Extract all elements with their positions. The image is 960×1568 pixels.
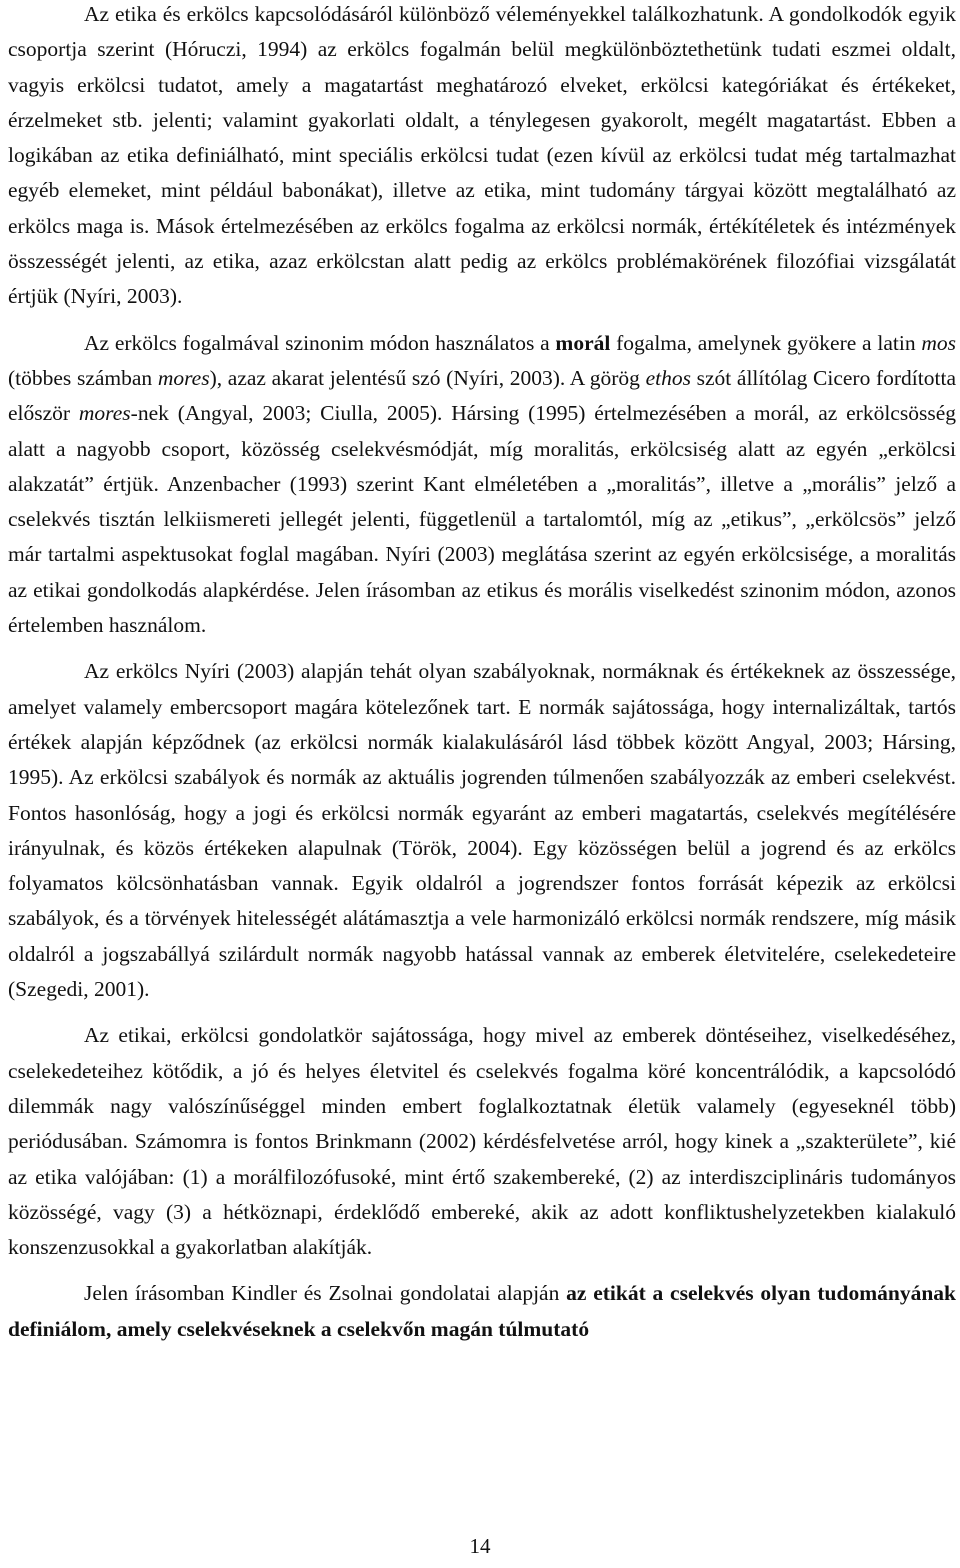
text-run-italic: mores <box>78 401 131 426</box>
paragraph-ethical-thinking <box>8 1018 956 1265</box>
text-run-bold: morál <box>555 330 611 355</box>
text-run-bold: az etikát a cselekvés olyan tudományának definiálom, amely cselekvéseknek a cselekvőn magán túlmutató <box>8 1281 956 1341</box>
page-number: 14 <box>469 1534 491 1558</box>
paragraph-moral-concept <box>8 326 956 644</box>
paragraph-definition <box>8 1276 956 1347</box>
text-run-normal: -nek (Angyal, 2003; Ciulla, 2005). Hársing (1995) értelmezésében a morál, az erkölcsösség alatt a nagyobb csoport, közösség cselekvésmódját, míg moralitás, erkölcsiség alatt az egyén „erkölcsi alakzatát” értjük. Anzenbacher (1993) szerint Kant elméletében a „moralitás”, illetve a „morális” jelző a cselekvés tisztán lelkiismereti jellegét jelenti, függetlenül a tartalomtól, míg az „etikus”, „erkölcsös” jelző már tartalmi aspektusokat foglal magában. Nyíri (2003) meglátása szerint az egyén erkölcsisége, a moralitás az etikai gondolkodás alapkérdése. Jelen írásomban az etikus és morális viselkedést szinonim módon, azonos értelemben használom. <box>8 401 956 638</box>
text-run-italic: ethos <box>645 365 691 390</box>
paragraph-moral-norms <box>8 654 956 1007</box>
text-run-normal: Az etika és erkölcs kapcsolódásáról különböző véleményekkel találkozhatunk. A gondolkodók egyik csoportja szerint (Hóruczi, 1994) az erkölcs fogalmán belül megkülönböztethetünk tudati eszmei oldalt, vagyis erkölcsi tudatot, amely a magatartást meghatározó elveket, erkölcsi kategóriákat és értékeket, érzelmeket stb. jelenti; valamint gyakorlati oldalt, a ténylegesen gyakorolt, megélt magatartást. Ebben a logikában az etika definiálható, mint speciális erkölcsi tudat (ezen kívül az erkölcsi tudat még tartalmazhat egyéb elemeket, mint például babonákat), illetve az etika, mint tudomány tárgyai között megtalálható az erkölcs maga is. Mások értelmezésében az erkölcs fogalma az erkölcsi normák, értékítéletek és intézmények összességét jelenti, az etika, azaz erkölcstan alatt pedig az erkölcs problémakörének filozófiai vizsgálatát értjük (Nyíri, 2003). <box>8 2 956 309</box>
text-run-italic: mores <box>157 365 210 390</box>
text-run-italic: mos <box>921 330 956 355</box>
paragraph-ethics-morality <box>8 0 956 315</box>
text-run-normal: Jelen írásomban Kindler és Zsolnai gondolatai alapján <box>84 1281 567 1306</box>
text-run-normal: ), azaz akarat jelentésű szó (Nyíri, 2003). A görög <box>209 365 646 390</box>
text-run-normal: Az etikai, erkölcsi gondolatkör sajátossága, hogy mivel az emberek döntéseihez, viselkedéséhez, cselekedeteihez kötődik, a jó és helyes életvitel és cselekvés fogalma köré koncentrálódik, a kapcsolódó dilemmák nagy valószínűséggel minden embert foglalkoztatnak életük valamely (egyeseknél több) periódusában. Számomra is fontos Brinkmann (2002) kérdésfelvetése arról, hogy kinek a „szakterülete”, kié az etika valójában: (1) a morálfilozófusoké, mint értő szakembereké, (2) az interdiszciplináris tudományos közösségé, vagy (3) a hétköznapi, érdeklődő embereké, akik az adott konfliktushelyzetekben kialakuló konszenzusokkal a gyakorlatban alakítják. <box>8 1023 956 1260</box>
text-run-normal: Az erkölcs fogalmával szinonim módon használatos a <box>84 330 556 355</box>
text-run-normal: fogalma, amelynek gyökere a latin <box>610 330 922 355</box>
document-body <box>8 0 956 1347</box>
text-run-normal: szót állítólag Cicero fordította először <box>8 365 956 426</box>
text-run-normal: Az erkölcs Nyíri (2003) alapján tehát olyan szabályoknak, normáknak és értékeknek az összessége, amelyet valamely embercsoport magára kötelezőnek tart. E normák sajátossága, hogy internalizáltak, tartós értékek alapján képződnek (az erkölcsi normák kialakulásáról lásd többek között Angyal, 2003; Hársing, 1995). Az erkölcsi szabályok és normák az aktuális jogrenden túlmenően szabályozzák az emberi cselekvést. Fontos hasonlóság, hogy a jogi és erkölcsi normák egyaránt az emberi magatartás, cselekvés megítélésére irányulnak, és közös értékeken alapulnak (Török, 2004). Egy közösségen belül a jogrend és az erkölcs folyamatos kölcsönhatásban vannak. Egyik oldalról a jogrendszer fontos forrását képezik az erkölcsi szabályok, és a törvények hitelességét alátámasztja a vele harmonizáló erkölcsi normák rendszere, míg másik oldalról a jogszabállyá szilárdult normák nagyobb hatással vannak az emberek életvitelére, cselekedeteire (Szegedi, 2001). <box>8 659 956 1002</box>
text-run-normal: (többes számban <box>8 365 158 390</box>
